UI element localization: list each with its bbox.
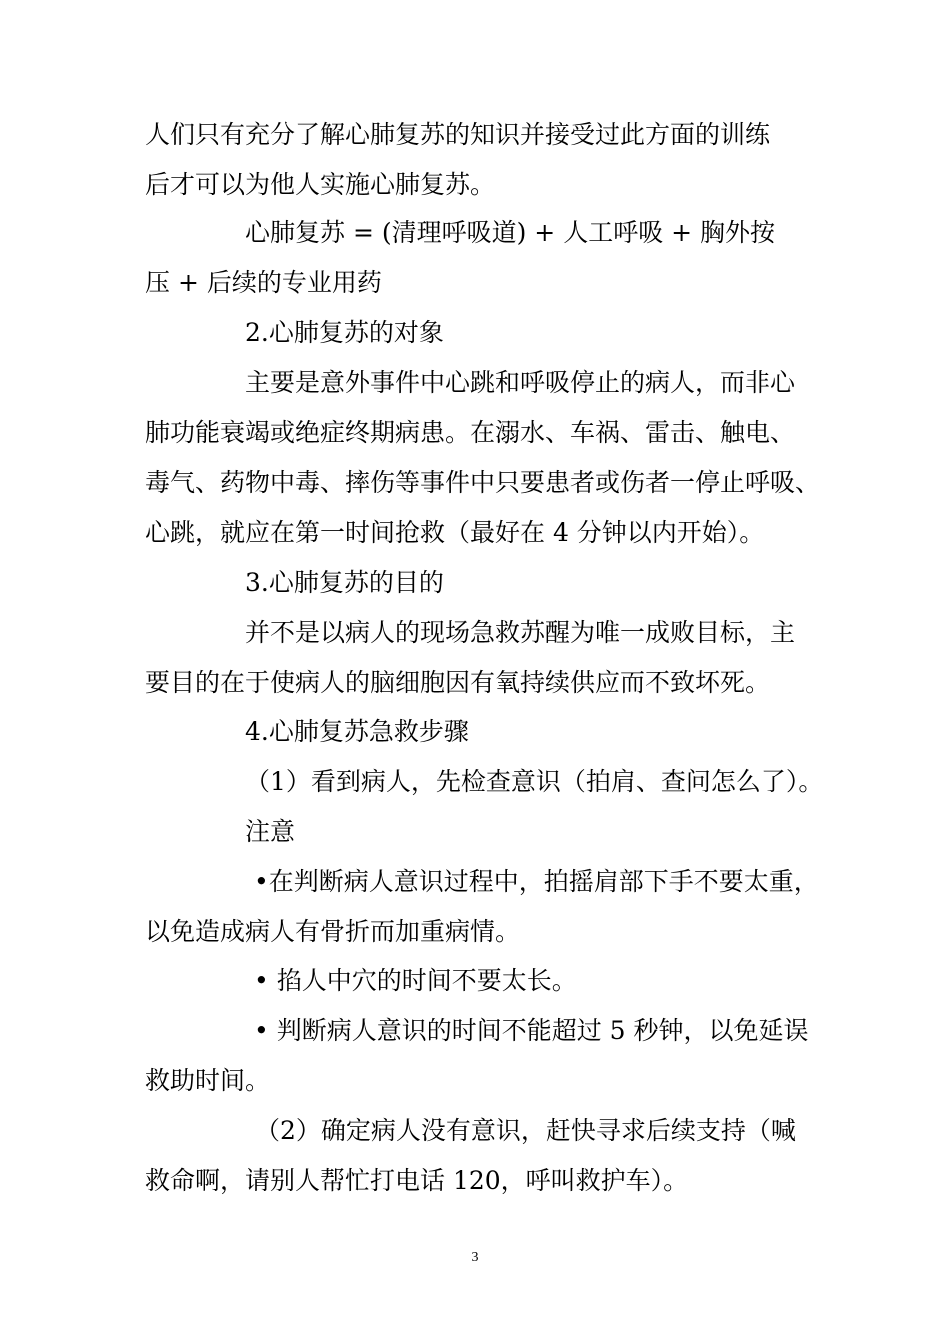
step-line: （2）确定病人没有意识，赶快寻求后续支持（喊 <box>255 1116 796 1145</box>
section-heading: 4.心肺复苏急救步骤 <box>245 717 469 746</box>
paragraph-line: 救助时间。 <box>145 1066 271 1095</box>
paragraph-line: 主要是意外事件中心跳和呼吸停止的病人，而非心 <box>245 368 796 397</box>
step-line: （1）看到病人，先检查意识（拍肩、查问怎么了）。 <box>245 767 824 796</box>
paragraph-line: 要目的在于使病人的脑细胞因有氧持续供应而不致坏死。 <box>145 668 771 697</box>
note-heading: 注意 <box>245 817 296 846</box>
paragraph-line: 救命啊，请别人帮忙打电话 120，呼叫救护车）。 <box>145 1166 689 1195</box>
section-heading: 2.心肺复苏的对象 <box>245 318 444 347</box>
paragraph-line: 心跳，就应在第一时间抢救（最好在 4 分钟以内开始）。 <box>145 518 765 547</box>
paragraph-line: 毒气、药物中毒、摔伤等事件中只要患者或伤者一停止呼吸、 <box>145 468 821 497</box>
paragraph-line: 以免造成病人有骨折而加重病情。 <box>145 917 521 946</box>
page-number: 3 <box>471 1250 479 1265</box>
paragraph-line: 并不是以病人的现场急救苏醒为唯一成败目标，主 <box>245 618 796 647</box>
paragraph-line: 人们只有充分了解心肺复苏的知识并接受过此方面的训练 <box>145 120 771 149</box>
bullet-item: • 判断病人意识的时间不能超过 5 秒钟，以免延误 <box>254 1016 809 1045</box>
section-heading: 3.心肺复苏的目的 <box>245 568 444 597</box>
bullet-item: • 掐人中穴的时间不要太长。 <box>254 966 577 995</box>
paragraph-line: 肺功能衰竭或绝症终期病患。在溺水、车祸、雷击、触电、 <box>145 418 796 447</box>
paragraph-line: 后才可以为他人实施心肺复苏。 <box>145 170 496 199</box>
bullet-item: •在判断病人意识过程中，拍摇肩部下手不要太重， <box>254 867 819 896</box>
formula-line: 心肺复苏 = (清理呼吸道) + 人工呼吸 + 胸外按 <box>245 218 776 247</box>
formula-line: 压 + 后续的专业用药 <box>145 268 382 297</box>
